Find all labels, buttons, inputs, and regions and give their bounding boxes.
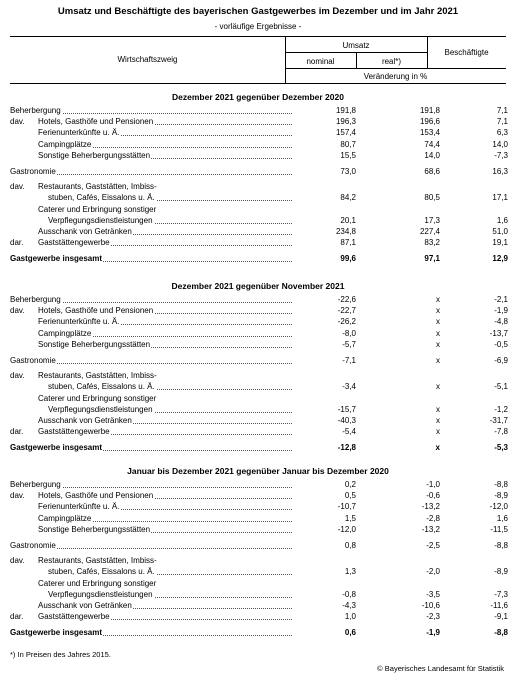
row-prefix: dar. — [10, 427, 24, 437]
row-prefix: dav. — [10, 556, 25, 566]
table-row — [10, 514, 506, 525]
value-nominal: -3,4 — [342, 382, 356, 392]
value-nominal: -5,4 — [342, 427, 356, 437]
value-beschaeftigte: 51,0 — [492, 227, 508, 236]
row-label: Campingplätze — [38, 328, 92, 338]
value-beschaeftigte: -8,8 — [494, 480, 508, 489]
row-prefix: dav. — [10, 117, 25, 127]
table-row — [10, 205, 506, 216]
value-real: -3,5 — [426, 589, 440, 599]
table-row — [10, 567, 506, 578]
value-real: -13,2 — [421, 524, 440, 534]
row-label: Gastronomie — [10, 166, 56, 176]
row-label: Verpflegungsdienstleistungen — [48, 215, 153, 225]
value-real: 97,1 — [424, 253, 440, 263]
table-row — [10, 295, 506, 306]
row-label: Verpflegungsdienstleistungen — [48, 589, 153, 599]
table-row — [10, 628, 506, 639]
value-beschaeftigte: -9,1 — [494, 612, 508, 622]
value-real: x — [436, 404, 440, 414]
value-real: -13,2 — [421, 502, 440, 512]
table-row — [10, 427, 506, 438]
table-row — [10, 329, 506, 340]
value-real: 74,4 — [424, 139, 440, 149]
value-real: 80,5 — [424, 193, 440, 203]
row-label: Beherbergung — [10, 106, 61, 115]
value-real: x — [436, 295, 440, 304]
table-row — [10, 612, 506, 623]
header-unit-rule — [285, 68, 506, 69]
page-title: Umsatz und Beschäftigte des bayerischen Gastgewerbes im Dezember und im Jahr 2021 — [57, 6, 459, 17]
value-nominal: 1,0 — [344, 612, 356, 622]
table-row — [10, 541, 506, 552]
row-prefix: dar. — [10, 612, 24, 622]
section-title: Dezember 2021 gegenüber November 2021 — [171, 281, 345, 291]
value-beschaeftigte: -1,9 — [494, 306, 508, 316]
value-beschaeftigte: -7,8 — [494, 427, 508, 437]
value-beschaeftigte: 16,3 — [492, 166, 508, 176]
value-real: 14,0 — [424, 150, 440, 160]
table-row — [10, 151, 506, 162]
row-label: Gaststättengewerbe — [38, 427, 110, 437]
row-prefix: dav. — [10, 371, 25, 381]
value-real: 227,4 — [419, 227, 440, 236]
table-row — [10, 601, 506, 612]
value-nominal: -7,1 — [342, 355, 356, 365]
row-label: Restaurants, Gaststätten, Imbiss- — [38, 371, 157, 381]
table-row — [10, 227, 506, 238]
table-row — [10, 579, 506, 590]
value-nominal: 84,2 — [340, 193, 356, 203]
table-row — [10, 382, 506, 393]
value-beschaeftigte: -7,3 — [494, 589, 508, 599]
header-branch: Wirtschaftszweig — [117, 55, 178, 64]
table-row — [10, 106, 506, 117]
table-row — [10, 394, 506, 405]
row-label: Campingplätze — [38, 513, 92, 523]
row-label: Hotels, Gasthöfe und Pensionen — [38, 117, 154, 127]
value-real: 17,3 — [424, 215, 440, 225]
section-title: Januar bis Dezember 2021 gegenüber Januar bis Dezember 2020 — [127, 466, 389, 476]
page-subtitle: - vorläufige Ergebnisse - — [214, 22, 302, 31]
value-nominal: 80,7 — [340, 139, 356, 149]
row-label: Gastronomie — [10, 540, 56, 550]
row-label: Sonstige Beherbergungsstätten — [38, 524, 151, 534]
row-label: Gastgewerbe insgesamt — [10, 627, 103, 637]
value-nominal: 15,5 — [340, 150, 356, 160]
header-bottom-rule — [10, 83, 506, 84]
value-nominal: -0,8 — [342, 589, 356, 599]
value-beschaeftigte: 1,6 — [496, 513, 508, 523]
value-nominal: 99,6 — [340, 253, 356, 263]
value-beschaeftigte: -8,8 — [494, 627, 508, 637]
value-beschaeftigte: -7,3 — [494, 150, 508, 160]
table-row — [10, 480, 506, 491]
value-nominal: -4,3 — [342, 601, 356, 610]
value-beschaeftigte: -2,1 — [494, 295, 508, 304]
value-real: 83,2 — [424, 238, 440, 248]
table-row — [10, 556, 506, 567]
value-beschaeftigte: -8,9 — [494, 567, 508, 577]
row-label: Sonstige Beherbergungsstätten — [38, 339, 151, 349]
value-nominal: -40,3 — [337, 416, 356, 425]
value-beschaeftigte: -12,0 — [489, 502, 508, 512]
row-label: Campingplätze — [38, 139, 92, 149]
table-row — [10, 371, 506, 382]
value-beschaeftigte: -11,5 — [490, 524, 508, 534]
value-beschaeftigte: 1,6 — [496, 215, 508, 225]
row-label: Ferienunterkünfte u. Ä. — [38, 317, 120, 327]
value-nominal: -5,7 — [342, 339, 356, 349]
row-label: Ausschank von Getränken — [38, 416, 132, 425]
value-nominal: 157,4 — [335, 128, 356, 138]
value-real: -2,8 — [426, 513, 440, 523]
value-real: -2,0 — [426, 567, 440, 577]
row-label: Restaurants, Gaststätten, Imbiss- — [38, 556, 157, 566]
value-real: -2,3 — [426, 612, 440, 622]
row-label: Gastronomie — [10, 355, 56, 365]
row-label: Gaststättengewerbe — [38, 238, 110, 248]
header-umsatz: Umsatz — [342, 41, 370, 50]
value-beschaeftigte: -6,9 — [494, 355, 508, 365]
value-nominal: -22,6 — [337, 295, 356, 304]
table-row — [10, 140, 506, 151]
table-row — [10, 238, 506, 249]
table-row — [10, 443, 506, 454]
header-unit: Veränderung in % — [363, 72, 428, 81]
value-nominal: 1,3 — [344, 567, 356, 577]
row-label: Sonstige Beherbergungsstätten — [38, 150, 151, 160]
value-beschaeftigte: -13,7 — [489, 328, 508, 338]
value-real: -2,5 — [426, 540, 440, 550]
value-nominal: 87,1 — [340, 238, 356, 248]
table-row — [10, 590, 506, 601]
value-real: x — [436, 427, 440, 437]
row-label: Ferienunterkünfte u. Ä. — [38, 502, 120, 512]
row-label: Gastgewerbe insgesamt — [10, 253, 103, 263]
value-real: 191,8 — [419, 106, 440, 115]
value-beschaeftigte: 7,1 — [496, 106, 508, 115]
value-beschaeftigte: -0,5 — [494, 339, 508, 349]
value-real: x — [436, 339, 440, 349]
row-label: Caterer und Erbringung sonstiger — [38, 393, 157, 403]
row-label: Caterer und Erbringung sonstiger — [38, 578, 157, 588]
value-real: x — [436, 355, 440, 365]
table-row — [10, 502, 506, 513]
table-row — [10, 128, 506, 139]
row-prefix: dav. — [10, 306, 25, 316]
row-label: Gaststättengewerbe — [38, 612, 110, 622]
value-nominal: -8,0 — [342, 328, 356, 338]
value-nominal: 0,6 — [344, 627, 356, 637]
value-nominal: -12,8 — [337, 442, 356, 452]
row-label: stuben, Cafés, Eissalons u. Ä. — [48, 193, 155, 203]
value-beschaeftigte: 14,0 — [492, 139, 508, 149]
row-label: Ausschank von Getränken — [38, 227, 132, 236]
value-beschaeftigte: 12,9 — [492, 253, 508, 263]
value-nominal: 73,0 — [340, 166, 356, 176]
value-real: x — [436, 306, 440, 316]
value-beschaeftigte: -5,1 — [494, 382, 508, 392]
header-nominal: nominal — [306, 57, 335, 66]
value-real: 196,6 — [419, 117, 440, 127]
row-label: Caterer und Erbringung sonstiger — [38, 204, 157, 214]
value-nominal: 234,8 — [335, 227, 356, 236]
header-beschaeftigte: Beschäftigte — [444, 48, 489, 57]
value-beschaeftigte: -4,8 — [494, 317, 508, 327]
row-label: Hotels, Gasthöfe und Pensionen — [38, 306, 154, 316]
footnote: *) In Preisen des Jahres 2015. — [10, 650, 111, 659]
value-real: -10,6 — [421, 601, 440, 610]
value-nominal: 191,8 — [335, 106, 356, 115]
value-real: x — [436, 317, 440, 327]
section-title: Dezember 2021 gegenüber Dezember 2020 — [172, 92, 344, 102]
value-beschaeftigte: -8,8 — [494, 540, 508, 550]
value-real: x — [436, 328, 440, 338]
value-real: 68,6 — [424, 166, 440, 176]
row-prefix: dav. — [10, 182, 25, 192]
value-real: -1,0 — [426, 480, 440, 489]
table-row — [10, 193, 506, 204]
value-nominal: 20,1 — [340, 215, 356, 225]
value-real: -1,9 — [426, 627, 440, 637]
row-label: stuben, Cafés, Eissalons u. Ä. — [48, 567, 155, 577]
row-label: stuben, Cafés, Eissalons u. Ä. — [48, 382, 155, 392]
value-beschaeftigte: -31,7 — [489, 416, 508, 425]
table-row — [10, 416, 506, 427]
value-real: -0,6 — [426, 491, 440, 501]
table-row — [10, 317, 506, 328]
row-label: Hotels, Gasthöfe und Pensionen — [38, 491, 154, 501]
table-row — [10, 216, 506, 227]
table-row — [10, 491, 506, 502]
value-nominal: 0,5 — [344, 491, 356, 501]
table-row — [10, 306, 506, 317]
value-beschaeftigte: 7,1 — [496, 117, 508, 127]
value-beschaeftigte: 17,1 — [492, 193, 508, 203]
table-row — [10, 167, 506, 178]
header-real: real*) — [381, 57, 402, 66]
value-nominal: 0,2 — [344, 480, 356, 489]
value-beschaeftigte: -11,6 — [490, 601, 508, 610]
table-row — [10, 182, 506, 193]
table-row — [10, 356, 506, 367]
value-nominal: 0,8 — [344, 540, 356, 550]
table-row — [10, 340, 506, 351]
row-label: Ferienunterkünfte u. Ä. — [38, 128, 120, 138]
row-label: Beherbergung — [10, 480, 61, 489]
value-beschaeftigte: -8,9 — [494, 491, 508, 501]
value-nominal: -10,7 — [337, 502, 356, 512]
table-row — [10, 117, 506, 128]
value-beschaeftigte: 6,3 — [496, 128, 508, 138]
table-row — [10, 254, 506, 265]
row-label: Restaurants, Gaststätten, Imbiss- — [38, 182, 157, 192]
value-beschaeftigte: -1,2 — [494, 404, 508, 414]
value-real: x — [436, 382, 440, 392]
value-nominal: -26,2 — [337, 317, 356, 327]
value-nominal: 196,3 — [335, 117, 356, 127]
value-nominal: -22,7 — [337, 306, 356, 316]
value-nominal: -12,0 — [337, 524, 356, 534]
copyright: © Bayerisches Landesamt für Statistik — [377, 664, 504, 673]
row-prefix: dar. — [10, 238, 24, 248]
value-beschaeftigte: 19,1 — [492, 238, 508, 248]
value-real: x — [435, 442, 440, 452]
value-beschaeftigte: -5,3 — [494, 442, 508, 452]
row-label: Ausschank von Getränken — [38, 601, 132, 610]
row-label: Beherbergung — [10, 295, 61, 304]
value-nominal: 1,5 — [344, 513, 356, 523]
row-label: Verpflegungsdienstleistungen — [48, 404, 153, 414]
header-top-rule — [10, 36, 506, 37]
table-row — [10, 525, 506, 536]
value-real: 153,4 — [419, 128, 440, 138]
value-nominal: -15,7 — [337, 404, 356, 414]
value-real: x — [436, 416, 440, 425]
table-row — [10, 405, 506, 416]
row-prefix: dav. — [10, 491, 25, 501]
row-label: Gastgewerbe insgesamt — [10, 442, 103, 452]
